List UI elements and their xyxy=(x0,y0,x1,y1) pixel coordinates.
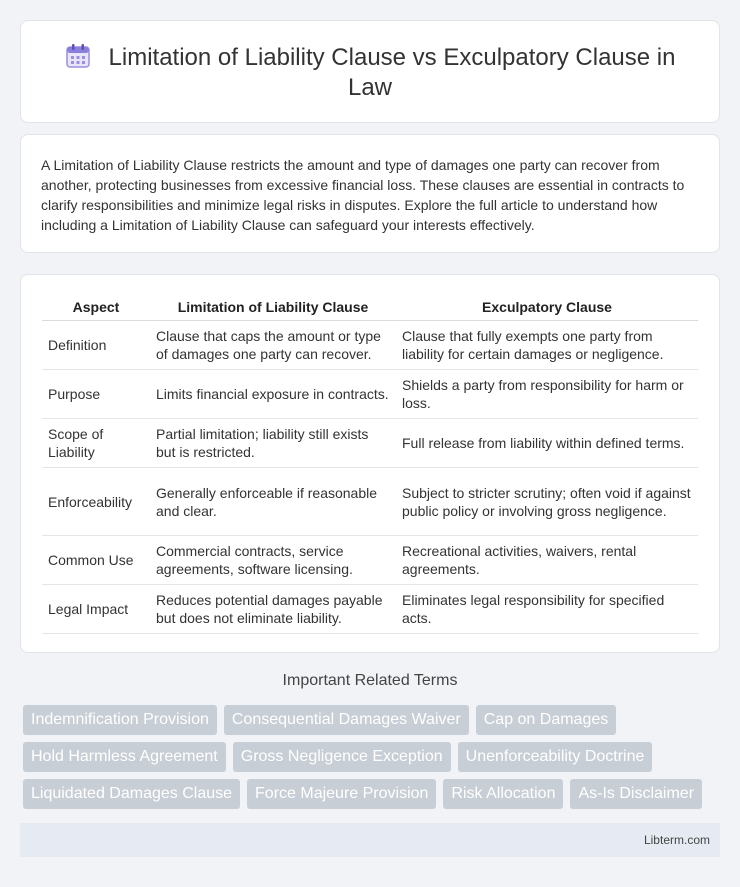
row-limitation: Reduces potential damages payable but does not eliminate liability. xyxy=(150,585,396,634)
header-limitation: Limitation of Liability Clause xyxy=(150,294,396,321)
row-exculpatory: Subject to stricter scrutiny; often void if against public policy or involving gross negligence. xyxy=(396,468,698,536)
row-exculpatory: Eliminates legal responsibility for specified acts. xyxy=(396,585,698,634)
header-aspect: Aspect xyxy=(42,294,150,321)
related-term-tag[interactable]: As-Is Disclaimer xyxy=(570,779,702,809)
page-title-wrap xyxy=(61,43,679,103)
related-terms-heading: Important Related Terms xyxy=(282,672,458,689)
intro-paragraph: A Limitation of Liability Clause restricts the amount and type of damages one party can recover from another, protecting businesses from excessive financial loss. These clauses are essential in contracts to clarify responsibilities and minimize legal risks in disputes. Explore the full article to understand how including a Limitation of Liability Clause can safeguard your interests effectively. xyxy=(41,157,685,233)
related-term-tag[interactable]: Unenforceability Doctrine xyxy=(458,742,653,772)
row-limitation: Partial limitation; liability still exists but is restricted. xyxy=(150,419,396,468)
row-limitation: Limits financial exposure in contracts. xyxy=(150,370,396,419)
related-term-tag[interactable]: Gross Negligence Exception xyxy=(233,742,451,772)
row-aspect: Enforceability xyxy=(42,468,150,536)
footer-site-link[interactable]: Libterm.com xyxy=(643,833,710,847)
related-terms-list xyxy=(23,705,713,816)
intro-card xyxy=(20,134,720,253)
comparison-table xyxy=(42,294,698,634)
row-exculpatory: Clause that fully exempts one party from liability for certain damages or negligence. xyxy=(396,321,698,370)
related-term-tag[interactable]: Liquidated Damages Clause xyxy=(23,779,240,809)
table-header-row xyxy=(42,294,698,321)
calendar-icon xyxy=(65,43,91,69)
title-card xyxy=(20,20,720,123)
row-limitation: Clause that caps the amount or type of damages one party can recover. xyxy=(150,321,396,370)
row-aspect: Common Use xyxy=(42,536,150,585)
related-term-tag[interactable]: Consequential Damages Waiver xyxy=(224,705,469,735)
table-row xyxy=(42,419,698,468)
row-exculpatory: Recreational activities, waivers, rental agreements. xyxy=(396,536,698,585)
row-aspect: Purpose xyxy=(42,370,150,419)
related-term-tag[interactable]: Force Majeure Provision xyxy=(247,779,436,809)
table-row xyxy=(42,536,698,585)
related-term-tag[interactable]: Indemnification Provision xyxy=(23,705,217,735)
related-term-tag[interactable]: Hold Harmless Agreement xyxy=(23,742,226,772)
row-exculpatory: Shields a party from responsibility for harm or loss. xyxy=(396,370,698,419)
comparison-card xyxy=(20,274,720,653)
row-aspect: Definition xyxy=(42,321,150,370)
related-term-tag[interactable]: Risk Allocation xyxy=(443,779,563,809)
table-row xyxy=(42,468,698,536)
row-limitation: Commercial contracts, service agreements, software licensing. xyxy=(150,536,396,585)
table-row xyxy=(42,321,698,370)
footer-bar xyxy=(20,823,720,857)
row-aspect: Scope of Liability xyxy=(42,419,150,468)
header-exculpatory: Exculpatory Clause xyxy=(396,294,698,321)
page-title: Limitation of Liability Clause vs Exculpatory Clause in Law xyxy=(108,44,676,101)
related-term-tag[interactable]: Cap on Damages xyxy=(476,705,617,735)
row-aspect: Legal Impact xyxy=(42,585,150,634)
row-limitation: Generally enforceable if reasonable and clear. xyxy=(150,468,396,536)
table-row xyxy=(42,370,698,419)
table-row xyxy=(42,585,698,634)
row-exculpatory: Full release from liability within defined terms. xyxy=(396,419,698,468)
